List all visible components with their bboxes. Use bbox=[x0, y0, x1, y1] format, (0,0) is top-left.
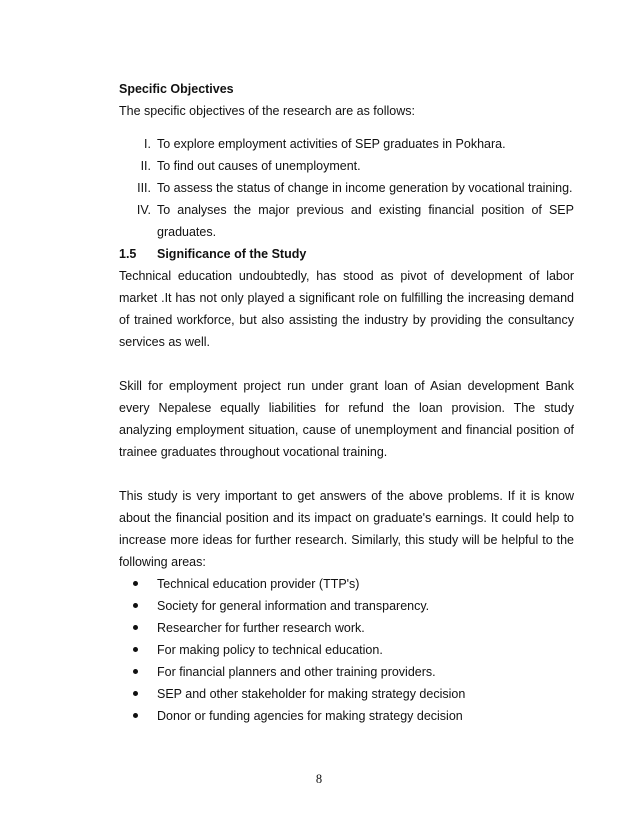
list-item bbox=[119, 155, 574, 177]
list-item bbox=[119, 617, 574, 639]
bullet-icon bbox=[133, 603, 138, 608]
list-item-text: To explore employment activities of SEP graduates in Pokhara. bbox=[157, 137, 506, 151]
list-item-text: To assess the status of change in income generation by vocational training. bbox=[157, 181, 573, 195]
list-item-text: For making policy to technical education. bbox=[157, 643, 383, 657]
list-item bbox=[119, 573, 574, 595]
bullet-icon bbox=[133, 691, 138, 696]
list-item-text: Technical education provider (TTP's) bbox=[157, 577, 360, 591]
list-item-text: Society for general information and transparency. bbox=[157, 599, 430, 613]
list-item-text: Donor or funding agencies for making strategy decision bbox=[157, 709, 463, 723]
list-item bbox=[119, 595, 574, 617]
section-heading bbox=[119, 243, 574, 265]
list-item-number: I. bbox=[144, 137, 151, 151]
paragraph: Technical education undoubtedly, has stood as pivot of development of labor market .It has not only played a significant role on fulfilling the increasing demand of trained workforce, but also assisting the industry by providing the consultancy services as well. bbox=[119, 269, 574, 349]
list-item-number: III. bbox=[137, 181, 151, 195]
bullet-icon bbox=[133, 625, 138, 630]
list-item-number: II. bbox=[140, 159, 151, 173]
page-number: 8 bbox=[315, 772, 323, 786]
areas-list bbox=[119, 573, 574, 727]
objectives-intro: The specific objectives of the research are as follows: bbox=[119, 104, 415, 118]
section-number: 1.5 bbox=[119, 247, 137, 261]
bullet-icon bbox=[133, 669, 138, 674]
list-item bbox=[119, 133, 574, 155]
list-item bbox=[119, 199, 574, 243]
section-title: Significance of the Study bbox=[157, 247, 307, 261]
list-item-text: Researcher for further research work. bbox=[157, 621, 365, 635]
bullet-icon bbox=[133, 647, 138, 652]
list-item bbox=[119, 661, 574, 683]
list-item-text: To find out causes of unemployment. bbox=[157, 159, 361, 173]
paragraph: Skill for employment project run under grant loan of Asian development Bank every Nepalese equally liabilities for refund the loan provision. The study analyzing employment situation, cause of unemployment and financial position of trainee graduates throughout vocational training. bbox=[119, 379, 574, 459]
paragraph: This study is very important to get answers of the above problems. If it is know about the financial position and its impact on graduate's earnings. It could help to increase more ideas for further research. Similarly, this study will be helpful to the following areas: bbox=[119, 489, 574, 569]
list-item-text: For financial planners and other training providers. bbox=[157, 665, 436, 679]
list-item bbox=[119, 705, 574, 727]
list-item-text: SEP and other stakeholder for making strategy decision bbox=[157, 687, 466, 701]
page-content bbox=[119, 78, 574, 727]
list-item bbox=[119, 683, 574, 705]
list-item-text: To analyses the major previous and existing financial position of SEP graduates. bbox=[157, 203, 574, 239]
specific-objectives-heading: Specific Objectives bbox=[119, 82, 234, 96]
bullet-icon bbox=[133, 581, 138, 586]
list-item-number: IV. bbox=[136, 203, 151, 217]
objectives-list bbox=[119, 133, 574, 243]
list-item bbox=[119, 177, 574, 199]
bullet-icon bbox=[133, 713, 138, 718]
list-item bbox=[119, 639, 574, 661]
